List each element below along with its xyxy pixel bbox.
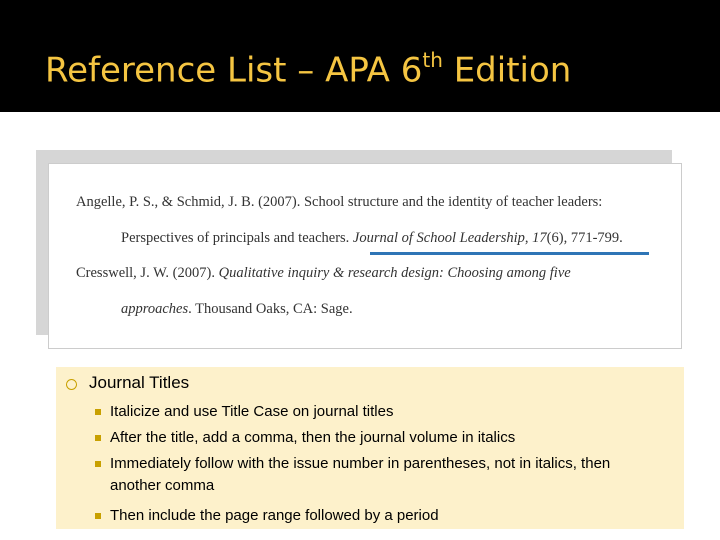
slide-title: Reference List – APA 6th Edition <box>45 48 572 91</box>
journal-volume: 17 <box>532 230 547 246</box>
reference-1-line-1: Angelle, P. S., & Schmid, J. B. (2007). School structure and the identity of teacher leaders: <box>76 194 603 210</box>
reference-2-line-2: approaches. Thousand Oaks, CA: Sage. <box>121 301 353 317</box>
square-bullet-icon <box>95 435 101 441</box>
note-item: After the title, add a comma, then the journal volume in italics <box>110 429 516 446</box>
reference-2-line-1: Cresswell, J. W. (2007). Qualitative inquiry & research design: Choosing among five <box>76 265 571 281</box>
square-bullet-icon <box>95 513 101 519</box>
note-item-continued: another comma <box>110 477 215 494</box>
journal-title: Journal of School Leadership <box>352 230 525 246</box>
ring-bullet-icon <box>66 379 77 390</box>
note-item: Then include the page range followed by a period <box>110 507 439 524</box>
reference-example-panel <box>48 163 682 349</box>
square-bullet-icon <box>95 409 101 415</box>
square-bullet-icon <box>95 461 101 467</box>
journal-highlight-underline <box>370 252 649 255</box>
reference-1-line-2: Perspectives of principals and teachers. Journal of School Leadership, 17(6), 771-799. <box>121 230 623 246</box>
note-item: Italicize and use Title Case on journal titles <box>110 403 394 420</box>
note-item: Immediately follow with the issue number in parentheses, not in italics, then <box>110 455 611 472</box>
notes-heading: Journal Titles <box>89 373 190 392</box>
